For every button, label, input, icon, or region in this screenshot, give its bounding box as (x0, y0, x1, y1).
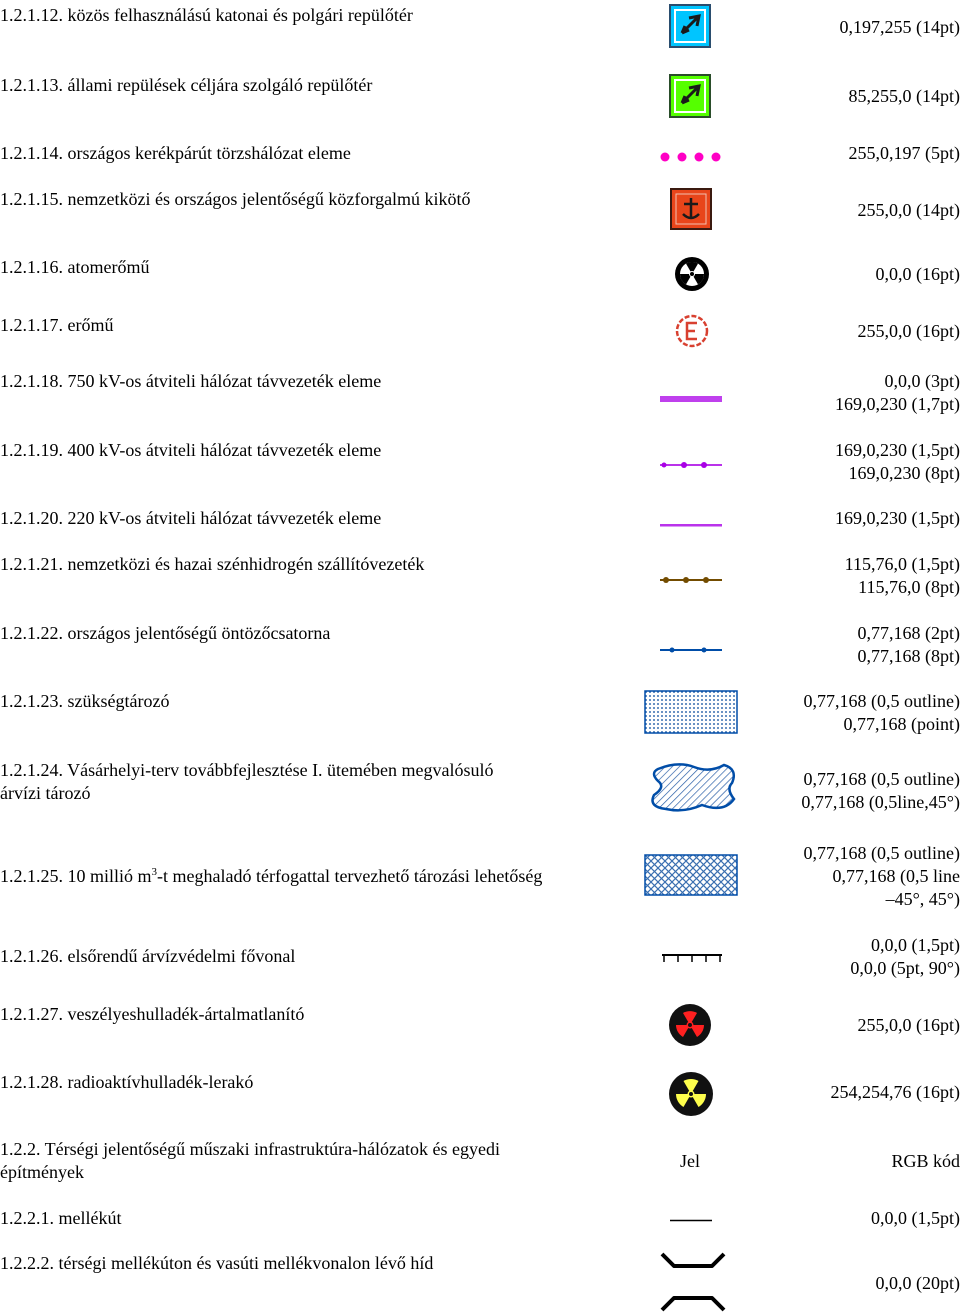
row-label: 1.2.1.20. 220 kV-os átviteli hálózat távvezeték eleme (0, 508, 382, 528)
rgb-code: 0,77,168 (0,5line,45°) (801, 792, 960, 812)
row-label: 1.2.1.26. elsőrendű árvízvédelmi fővonal (0, 946, 296, 966)
rgb-code: 169,0,230 (1,7pt) (835, 394, 960, 414)
row-label: 1.2.1.14. országos kerékpárút törzshálózat eleme (0, 143, 351, 163)
rgb-code: 255,0,197 (5pt) (848, 143, 960, 163)
rgb-code: 255,0,0 (16pt) (857, 1015, 960, 1035)
column-header-rgb: RGB kód (891, 1151, 960, 1171)
section-title-line: 1.2.2. Térségi jelentőségű műszaki infrastruktúra-hálózatok és egyedi (0, 1139, 501, 1159)
row-label: 1.2.1.13. állami repülések céljára szolgáló repülőtér (0, 75, 373, 95)
rgb-code: 0,0,0 (20pt) (875, 1273, 960, 1293)
rgb-code: 0,0,0 (5pt, 90°) (850, 958, 960, 978)
row-label: 1.2.1.17. erőmű (0, 315, 114, 335)
row-label (0, 865, 620, 888)
rgb-code: 0,0,0 (1,5pt) (871, 1208, 960, 1228)
row-label-line: árvízi tározó (0, 783, 91, 803)
rgb-code: 255,0,0 (14pt) (857, 200, 960, 220)
rgb-code: 255,0,0 (16pt) (857, 321, 960, 341)
rgb-code: 0,77,168 (0,5 line (832, 866, 960, 886)
rgb-code: 0,0,0 (3pt) (884, 371, 960, 391)
rgb-code: 0,77,168 (2pt) (857, 623, 960, 643)
column-header-symbol: Jel (680, 1151, 700, 1171)
section-title-line: építmények (0, 1162, 84, 1182)
rgb-code: 115,76,0 (1,5pt) (844, 554, 960, 574)
row-label: 1.2.1.16. atomerőmű (0, 257, 150, 277)
row-label: 1.2.1.23. szükségtározó (0, 691, 170, 711)
row-label-line: 1.2.1.24. Vásárhelyi-terv továbbfejlesztése I. ütemében megvalósuló (0, 760, 494, 780)
section-title (0, 1138, 600, 1184)
rgb-code: 0,77,168 (point) (843, 714, 960, 734)
rgb-code: 0,77,168 (0,5 outline) (803, 769, 960, 789)
rgb-code: 0,0,0 (1,5pt) (871, 935, 960, 955)
row-label-text: -t meghaladó térfogattal tervezhető tározási lehetőség (157, 866, 543, 886)
rgb-code: 0,197,255 (14pt) (839, 17, 960, 37)
rgb-code: –45°, 45°) (885, 889, 960, 909)
row-label: 1.2.1.18. 750 kV-os átviteli hálózat távvezeték eleme (0, 371, 382, 391)
rgb-code: 115,76,0 (8pt) (858, 577, 960, 597)
rgb-code: 169,0,230 (1,5pt) (835, 440, 960, 460)
row-label: 1.2.1.19. 400 kV-os átviteli hálózat távvezeték eleme (0, 440, 382, 460)
rgb-code: 0,0,0 (16pt) (875, 264, 960, 284)
row-label: 1.2.2.1. mellékút (0, 1208, 122, 1228)
rgb-code: 85,255,0 (14pt) (848, 86, 960, 106)
row-label: 1.2.2.2. térségi mellékúton és vasúti mellékvonalon lévő híd (0, 1253, 434, 1273)
row-label: 1.2.1.12. közös felhasználású katonai és polgári repülőtér (0, 5, 413, 25)
row-label (0, 759, 600, 805)
row-label-sup: 3 (151, 866, 158, 878)
rgb-code: 169,0,230 (8pt) (848, 463, 960, 483)
rgb-code: 254,254,76 (16pt) (830, 1082, 960, 1102)
rgb-code: 169,0,230 (1,5pt) (835, 508, 960, 528)
rgb-code: 0,77,168 (8pt) (857, 646, 960, 666)
row-label: 1.2.1.15. nemzetközi és országos jelentőségű közforgalmú kikötő (0, 189, 471, 209)
row-label: 1.2.1.21. nemzetközi és hazai szénhidrogén szállítóvezeték (0, 554, 425, 574)
row-label-text: 1.2.1.25. 10 millió m (0, 866, 152, 886)
rgb-code: 0,77,168 (0,5 outline) (803, 691, 960, 711)
row-label: 1.2.1.27. veszélyeshulladék-ártalmatlanító (0, 1004, 305, 1024)
row-label: 1.2.1.22. országos jelentőségű öntözőcsatorna (0, 623, 331, 643)
rgb-code: 0,77,168 (0,5 outline) (803, 843, 960, 863)
row-label: 1.2.1.28. radioaktívhulladék-lerakó (0, 1072, 254, 1092)
